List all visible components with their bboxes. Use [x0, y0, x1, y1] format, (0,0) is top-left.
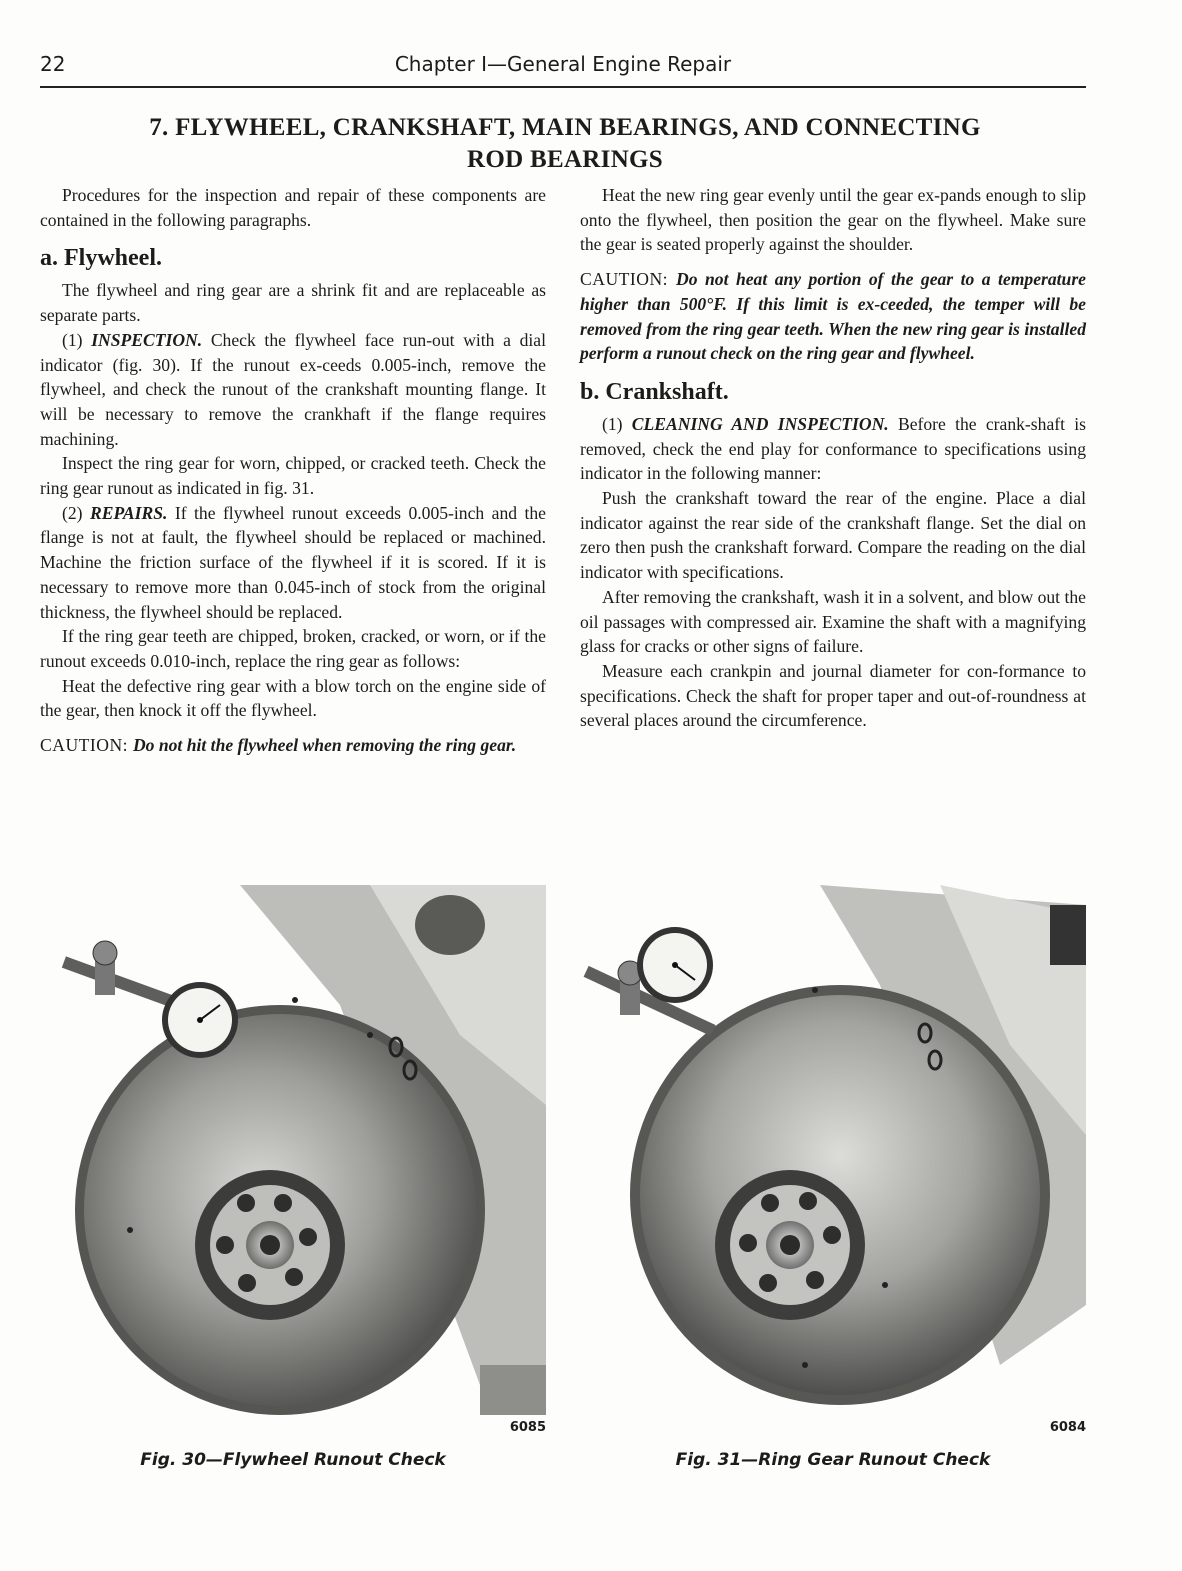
cleaning-paragraph — [580, 412, 1086, 486]
flywheel-photo-illustration — [40, 885, 546, 1415]
ring-gear-photo-illustration — [580, 885, 1086, 1415]
figure-31-number: 6084 — [1049, 1420, 1086, 1435]
heat-paragraph: Heat the defective ring gear with a blow torch on the engine side of the gear, then knock it off the flywheel. — [40, 675, 546, 721]
section-title — [90, 112, 1040, 176]
caution-text-2: Do not heat any portion of the gear to a temperature higher than 500°F. If this limit is ex-ceeded, the temper will be removed from the ring gear teeth. When the new ring gear is installed perform a runout check on the ring gear and flywheel. — [580, 269, 1086, 364]
left-column — [40, 183, 546, 758]
flywheel-heading: a. Flywheel. — [40, 245, 162, 272]
heat-new-paragraph: Heat the new ring gear evenly until the gear ex-pands enough to slip onto the flywheel, then position the gear on the flywheel. Make sure the gear is seated properly against the shoulder. — [580, 185, 1086, 255]
inspect-ring-paragraph: Inspect the ring gear for worn, chipped, or cracked teeth. Check the ring gear runout as indicated in fig. 31. — [40, 453, 546, 499]
inspection-text: Check the flywheel face run-out with a dial indicator (fig. 30). If the runout ex-ceeds 0.005-inch, remove the flywheel, and check the runout of the crankshaft mounting flange. It will be necessary to remove the crankhaft if the flange requires machining. — [40, 329, 546, 449]
measure-paragraph: Measure each crankpin and journal diameter for con-formance to specifications. Check the shaft for proper taper and out-of-roundness at several places around the circumference. — [580, 660, 1086, 731]
flywheel-paragraph: The flywheel and ring gear are a shrink fit and are replaceable as separate parts. — [40, 280, 546, 326]
caution-paragraph — [40, 733, 546, 758]
inspection-number: (1) — [62, 329, 92, 350]
repairs-number: (2) — [62, 502, 90, 523]
crankshaft-heading: b. Crankshaft. — [580, 378, 729, 405]
ring-teeth-paragraph: If the ring gear teeth are chipped, broken, cracked, or worn, or if the runout exceeds 0.010-inch, replace the ring gear as follows: — [40, 626, 546, 671]
figure-31-caption: Fig. 31—Ring Gear Runout Check — [675, 1450, 991, 1470]
figure-30-number: 6085 — [509, 1420, 546, 1435]
caution-label: CAUTION: — [40, 735, 133, 756]
figure-31 — [580, 885, 1086, 1445]
page-header — [40, 48, 1086, 88]
inspection-label: INSPECTION. — [91, 329, 203, 350]
section-title-line-2: ROD BEARINGS — [467, 146, 663, 173]
figure-30 — [40, 885, 546, 1445]
caution-paragraph-2 — [580, 267, 1086, 366]
right-column — [580, 183, 1086, 733]
intro-paragraph: Procedures for the inspection and repair of these components are contained in the following paragraphs. — [40, 185, 546, 230]
running-head: Chapter I—General Engine Repair — [394, 52, 732, 76]
repairs-label: REPAIRS. — [89, 502, 168, 523]
inspection-paragraph — [40, 328, 546, 452]
caution-label-2: CAUTION: — [580, 269, 677, 290]
cleaning-number: (1) — [602, 413, 632, 434]
section-title-line-1: 7. FLYWHEEL, CRANKSHAFT, MAIN BEARINGS, AND CONNECTING — [149, 114, 981, 141]
caution-text: Do not hit the flywheel when removing the ring gear. — [132, 735, 517, 756]
repairs-paragraph — [40, 501, 546, 625]
push-paragraph: Push the crankshaft toward the rear of the engine. Place a dial indicator against the rear side of the crankshaft flange. Set the dial on zero then push the crankshaft forward. Compare the reading on the dial indicator with specifications. — [580, 488, 1086, 583]
repairs-text: If the flywheel runout exceeds 0.005-inch and the flange is not at fault, the flywheel should be replaced or machined. Machine the friction surface of the flywheel if it is scored. If it is necessary to remove more than 0.045-inch of stock from the original thickness, the flywheel should be replaced. — [40, 502, 546, 622]
page-number: 22 — [40, 52, 66, 76]
cleaning-label: CLEANING AND INSPECTION. — [631, 413, 889, 434]
cleaning-text: Before the crank-shaft is removed, check the end play for conformance to specifications using indicator in the following manner: — [580, 413, 1086, 484]
after-paragraph: After removing the crankshaft, wash it in a solvent, and blow out the oil passages with compressed air. Examine the shaft with a magnifying glass for cracks or other signs of failure. — [580, 586, 1086, 657]
figure-30-caption: Fig. 30—Flywheel Runout Check — [140, 1450, 446, 1470]
